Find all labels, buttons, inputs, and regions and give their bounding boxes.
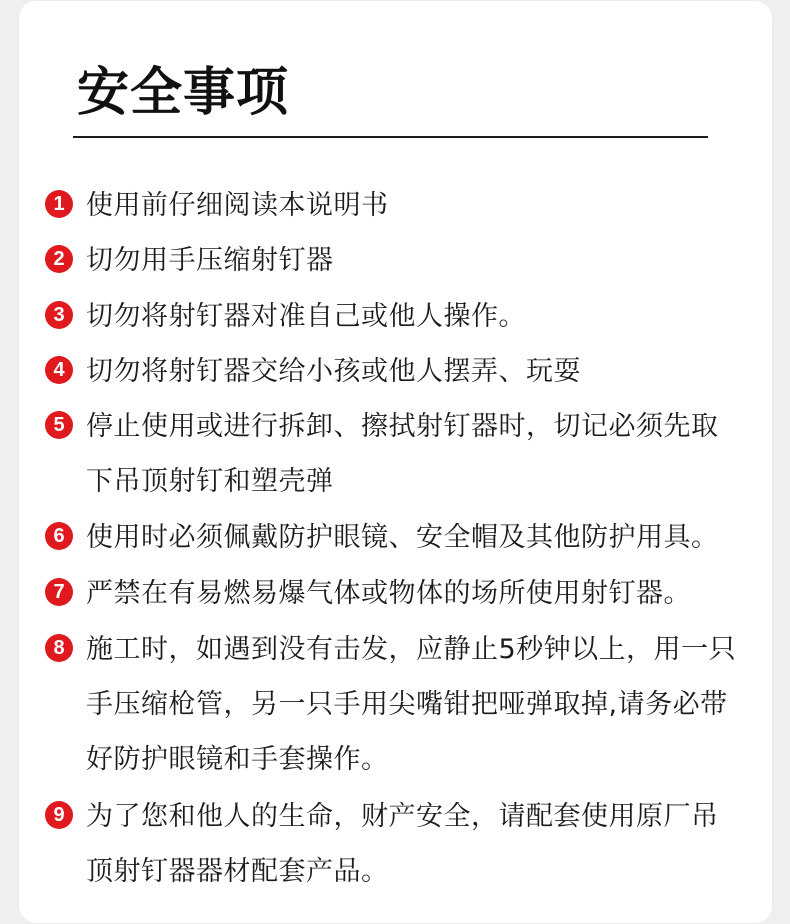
number-badge-6: 6 xyxy=(45,522,73,550)
number-badge-8: 8 xyxy=(45,634,73,662)
number-badge-1: 1 xyxy=(45,190,73,218)
list-item-text-7: 严禁在有易燃易爆气体或物体的场所使用射钉器。 xyxy=(86,578,691,609)
list-item-text-1: 使用前仔细阅读本说明书 xyxy=(86,190,389,221)
number-badge-2: 2 xyxy=(45,245,73,273)
list-item-text-3: 切勿将射钉器对准自己或他人操作。 xyxy=(86,301,526,332)
list-item-text-2: 切勿用手压缩射钉器 xyxy=(86,245,334,276)
number-badge-5: 5 xyxy=(45,411,73,439)
list-item-text-6: 使用时必须佩戴防护眼镜、安全帽及其他防护用具。 xyxy=(86,522,719,553)
list-item-text-8: 施工时，如遇到没有击发，应静止5秒钟以上，用一只 手压缩枪管，另一只手用尖嘴钳把哑弹取掉,请务必带 好防护眼镜和手套操作。 xyxy=(86,634,737,775)
number-badge-3: 3 xyxy=(45,301,73,329)
number-badge-9: 9 xyxy=(45,801,73,829)
number-badge-4: 4 xyxy=(45,356,73,384)
list-item-text-9: 为了您和他人的生命，财产安全，请配套使用原厂吊 顶射钉器器材配套产品。 xyxy=(86,801,719,887)
page-title: 安全事项 xyxy=(77,63,290,123)
number-badge-7: 7 xyxy=(45,578,73,606)
list-item-text-5: 停止使用或进行拆卸、擦拭射钉器时，切记必须先取 下吊顶射钉和塑壳弹 xyxy=(86,411,719,497)
list-item-text-4: 切勿将射钉器交给小孩或他人摆弄、玩耍 xyxy=(86,356,581,387)
